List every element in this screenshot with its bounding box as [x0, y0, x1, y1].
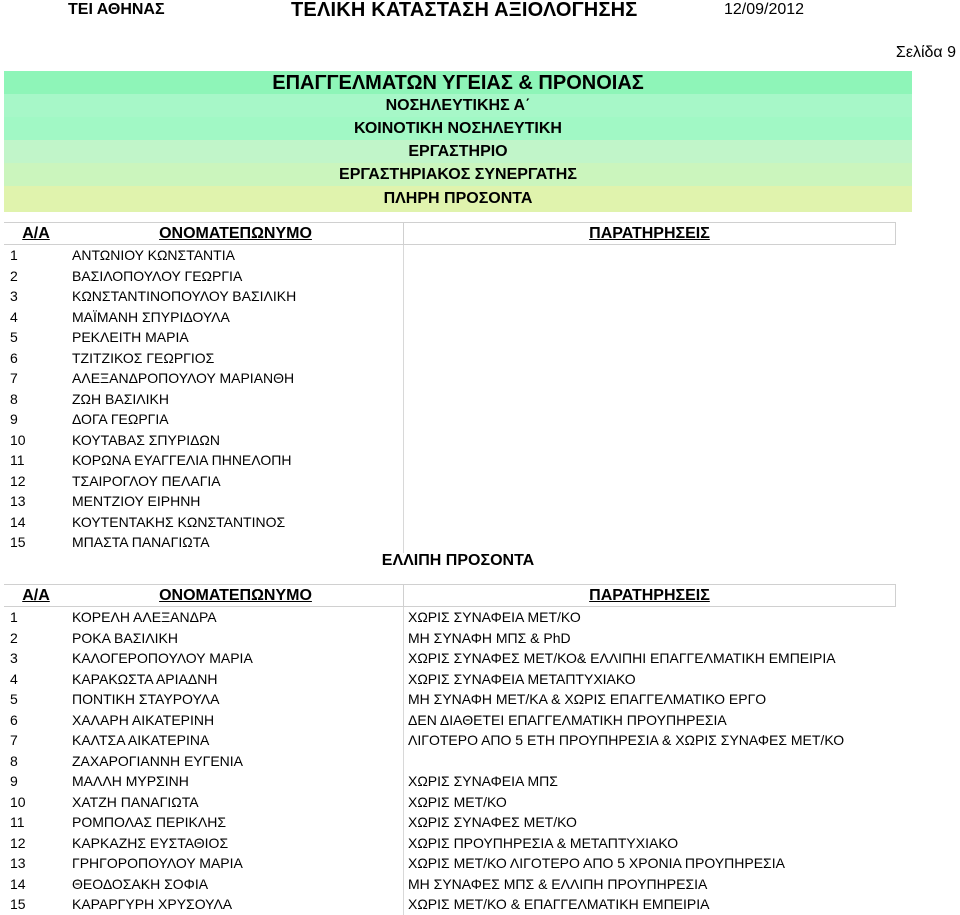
row-number: 8	[10, 752, 18, 769]
row-note: ΔΕΝ ΔΙΑΘΕΤΕΙ ΕΠΑΓΓΕΛΜΑΤΙΚΗ ΠΡΟΥΠΗΡΕΣΙΑ	[408, 711, 727, 728]
table-row	[4, 266, 896, 287]
band-position: ΕΡΓΑΣΤΗΡΙΑΚΟΣ ΣΥΝΕΡΓΑΤΗΣ	[4, 163, 912, 186]
row-number: 12	[10, 472, 26, 489]
table-row	[4, 894, 896, 915]
row-number: 8	[10, 390, 18, 407]
row-number: 3	[10, 650, 18, 667]
table-row	[4, 430, 896, 451]
row-note: ΧΩΡΙΣ ΣΥΝΑΦΕΙΑ ΜΕΤΑΠΤΥΧΙΑΚΟ	[408, 670, 636, 687]
table-row	[4, 450, 896, 471]
row-number: 10	[10, 793, 26, 810]
row-number: 7	[10, 370, 18, 387]
row-note: ΧΩΡΙΣ ΜΕΤ/ΚΟ ΛΙΓΟΤΕΡΟ ΑΠΟ 5 ΧΡΟΝΙΑ ΠΡΟΥΠΗΡΕΣΙΑ	[408, 855, 785, 872]
table-row	[4, 368, 896, 389]
table-row	[4, 771, 896, 792]
row-name: ΖΩΗ ΒΑΣΙΛΙΚΗ	[68, 389, 404, 410]
row-name: ΜΠΑΣΤΑ ΠΑΝΑΓΙΩΤΑ	[68, 532, 404, 553]
row-number: 11	[10, 452, 25, 469]
band-full-qualifications: ΠΛΗΡΗ ΠΡΟΣΟΝΤΑ	[4, 186, 912, 212]
row-note	[404, 491, 896, 512]
row-note	[404, 389, 896, 410]
report-date: 12/09/2012	[724, 1, 805, 18]
row-note: ΧΩΡΙΣ ΣΥΝΑΦΕΣ ΜΕΤ/ΚΟ& ΕΛΛΙΠΗΙ ΕΠΑΓΓΕΛΜΑΤΙΚΗ ΕΜΠΕΙΡΙΑ	[408, 650, 836, 667]
row-name: ΑΝΤΩΝΙΟΥ ΚΩΝΣΤΑΝΤΙΑ	[68, 245, 404, 266]
row-note: ΧΩΡΙΣ ΜΕΤ/ΚΟ & ΕΠΑΓΓΕΛΜΑΤΙΚΗ ΕΜΠΕΙΡΙΑ	[408, 896, 710, 913]
row-number: 13	[10, 855, 26, 872]
table-row	[4, 833, 896, 854]
incomplete-qualifications-title: ΕΛΛΙΠΗ ΠΡΟΣΟΝΤΑ	[381, 552, 535, 569]
row-name: ΚΩΝΣΤΑΝΤΙΝΟΠΟΥΛΟΥ ΒΑΣΙΛΙΚΗ	[68, 286, 404, 307]
row-number: 4	[10, 670, 18, 687]
row-note	[404, 751, 896, 772]
row-number: 2	[10, 267, 18, 284]
row-note	[404, 245, 896, 266]
table-row	[4, 532, 896, 553]
row-number: 11	[10, 814, 25, 831]
band-course-type: ΕΡΓΑΣΤΗΡΙΟ	[4, 140, 912, 163]
table-row	[4, 491, 896, 512]
table-row	[4, 792, 896, 813]
full-qualifications-table	[4, 222, 896, 553]
column-header-name: ΟΝΟΜΑΤΕΠΩΝΥΜΟ	[68, 585, 404, 607]
row-note	[404, 532, 896, 553]
row-number: 14	[10, 513, 26, 530]
table-row	[4, 607, 896, 628]
band-course: ΚΟΙΝΟΤΙΚΗ ΝΟΣΗΛΕΥΤΙΚΗ	[4, 117, 912, 140]
band-department: ΕΠΑΓΓΕΛΜΑΤΩΝ ΥΓΕΙΑΣ & ΠΡΟΝΟΙΑΣ	[4, 71, 912, 95]
table-row	[4, 512, 896, 533]
table-row	[4, 327, 896, 348]
row-note: ΜΗ ΣΥΝΑΦΗ ΜΠΣ & PhD	[408, 629, 571, 646]
row-name: ΚΑΡΚΑΖΗΣ ΕΥΣΤΑΘΙΟΣ	[68, 833, 404, 854]
row-number: 7	[10, 732, 18, 749]
column-header-notes: ΠΑΡΑΤΗΡΗΣΕΙΣ	[404, 585, 896, 607]
row-name: ΘΕΟΔΟΣΑΚΗ ΣΟΦΙΑ	[68, 874, 404, 895]
incomplete-qualifications-table	[4, 584, 896, 915]
row-name: ΜΑΪΜΑΝΗ ΣΠΥΡΙΔΟΥΛΑ	[68, 307, 404, 328]
row-note	[404, 512, 896, 533]
row-name: ΔΟΓΑ ΓΕΩΡΓΙΑ	[68, 409, 404, 430]
row-number: 3	[10, 288, 18, 305]
row-name: ΚΟΡΩΝΑ ΕΥΑΓΓΕΛΙΑ ΠΗΝΕΛΟΠΗ	[68, 450, 404, 471]
column-header-aa: Α/Α	[4, 585, 68, 607]
table-row	[4, 389, 896, 410]
table-row	[4, 409, 896, 430]
table-row	[4, 730, 896, 751]
row-number: 15	[10, 896, 26, 913]
row-name: ΡΕΚΛΕΙΤΗ ΜΑΡΙΑ	[68, 327, 404, 348]
row-name: ΖΑΧΑΡΟΓΙΑΝΝΗ ΕΥΓΕΝΙΑ	[68, 751, 404, 772]
row-note: ΛΙΓΟΤΕΡΟ ΑΠΟ 5 ΕΤΗ ΠΡΟΥΠΗΡΕΣΙΑ & ΧΩΡΙΣ ΣΥΝΑΦΕΣ ΜΕΤ/ΚΟ	[408, 732, 845, 749]
band-program: ΝΟΣΗΛΕΥΤΙΚΗΣ Α΄	[4, 94, 912, 117]
row-name: ΤΖΙΤΖΙΚΟΣ ΓΕΩΡΓΙΟΣ	[68, 348, 404, 369]
row-note	[404, 368, 896, 389]
table-row	[4, 669, 896, 690]
table-row	[4, 307, 896, 328]
table-row	[4, 751, 896, 772]
row-name: ΜΕΝΤΖΙΟΥ ΕΙΡΗΝΗ	[68, 491, 404, 512]
row-name: ΡΟΚΑ ΒΑΣΙΛΙΚΗ	[68, 628, 404, 649]
row-note	[404, 348, 896, 369]
row-name: ΤΣΑΙΡΟΓΛΟΥ ΠΕΛΑΓΙΑ	[68, 471, 404, 492]
row-note	[404, 286, 896, 307]
row-name: ΚΟΥΤΕΝΤΑΚΗΣ ΚΩΝΣΤΑΝΤΙΝΟΣ	[68, 512, 404, 533]
table-row	[4, 245, 896, 266]
report-title: ΤΕΛΙΚΗ ΚΑΤΑΣΤΑΣΗ ΑΞΙΟΛΟΓΗΣΗΣ	[291, 0, 638, 21]
table-row	[4, 710, 896, 731]
row-number: 4	[10, 308, 18, 325]
row-name: ΚΟΡΕΛΗ ΑΛΕΞΑΝΔΡΑ	[68, 607, 404, 628]
column-header-name: ΟΝΟΜΑΤΕΠΩΝΥΜΟ	[68, 223, 404, 245]
row-note: ΧΩΡΙΣ ΠΡΟΥΠΗΡΕΣΙΑ & ΜΕΤΑΠΤΥΧΙΑΚΟ	[408, 834, 679, 851]
row-number: 12	[10, 834, 26, 851]
row-note: ΜΗ ΣΥΝΑΦΗ ΜΕΤ/ΚΑ & ΧΩΡΙΣ ΕΠΑΓΓΕΛΜΑΤΙΚΟ ΕΡΓΟ	[408, 691, 767, 708]
row-number: 10	[10, 431, 26, 448]
row-name: ΚΑΡΑΡΓΥΡΗ ΧΡΥΣΟΥΛΑ	[68, 894, 404, 915]
column-header-aa: Α/Α	[4, 223, 68, 245]
row-number: 1	[10, 247, 18, 264]
row-number: 1	[10, 609, 18, 626]
row-number: 5	[10, 329, 18, 346]
row-note	[404, 430, 896, 451]
row-number: 6	[10, 349, 18, 366]
row-name: ΠΟΝΤΙΚΗ ΣΤΑΥΡΟΥΛΑ	[68, 689, 404, 710]
institution-name: ΤΕΙ ΑΘΗΝΑΣ	[68, 1, 165, 18]
row-note: ΧΩΡΙΣ ΣΥΝΑΦΕΙΑ ΜΕΤ/ΚΟ	[408, 609, 581, 626]
row-note	[404, 471, 896, 492]
row-name: ΒΑΣΙΛΟΠΟΥΛΟΥ ΓΕΩΡΓΙΑ	[68, 266, 404, 287]
row-note	[404, 327, 896, 348]
table-row	[4, 348, 896, 369]
report-header	[0, 0, 960, 22]
row-name: ΚΟΥΤΑΒΑΣ ΣΠΥΡΙΔΩΝ	[68, 430, 404, 451]
row-note: ΧΩΡΙΣ ΜΕΤ/ΚΟ	[408, 793, 507, 810]
table-header-row	[4, 223, 896, 245]
row-number: 6	[10, 711, 18, 728]
row-number: 13	[10, 493, 26, 510]
row-note	[404, 307, 896, 328]
row-name: ΧΑΤΖΗ ΠΑΝΑΓΙΩΤΑ	[68, 792, 404, 813]
row-note: ΧΩΡΙΣ ΣΥΝΑΦΕΙΑ ΜΠΣ	[408, 773, 558, 790]
table-header-row	[4, 585, 896, 607]
row-number: 5	[10, 691, 18, 708]
table-row	[4, 853, 896, 874]
row-number: 9	[10, 411, 18, 428]
row-name: ΚΑΛΟΓΕΡΟΠΟΥΛΟΥ ΜΑΡΙΑ	[68, 648, 404, 669]
column-header-notes: ΠΑΡΑΤΗΡΗΣΕΙΣ	[404, 223, 896, 245]
row-name: ΓΡΗΓΟΡΟΠΟΥΛΟΥ ΜΑΡΙΑ	[68, 853, 404, 874]
row-name: ΜΑΛΛΗ ΜΥΡΣΙΝΗ	[68, 771, 404, 792]
row-note: ΜΗ ΣΥΝΑΦΕΣ ΜΠΣ & ΕΛΛΙΠΗ ΠΡΟΥΠΗΡΕΣΙΑ	[408, 875, 708, 892]
table-row	[4, 874, 896, 895]
table-row	[4, 689, 896, 710]
table-row	[4, 812, 896, 833]
row-note	[404, 266, 896, 287]
table-row	[4, 471, 896, 492]
row-number: 14	[10, 875, 26, 892]
row-name: ΡΟΜΠΟΛΑΣ ΠΕΡΙΚΛΗΣ	[68, 812, 404, 833]
table-row	[4, 286, 896, 307]
row-number: 9	[10, 773, 18, 790]
table-row	[4, 628, 896, 649]
row-number: 15	[10, 534, 26, 551]
row-number: 2	[10, 629, 18, 646]
row-name: ΚΑΛΤΣΑ ΑΙΚΑΤΕΡΙΝΑ	[68, 730, 404, 751]
row-name: ΑΛΕΞΑΝΔΡΟΠΟΥΛΟΥ ΜΑΡΙΑΝΘΗ	[68, 368, 404, 389]
row-name: ΧΑΛΑΡΗ ΑΙΚΑΤΕΡΙΝΗ	[68, 710, 404, 731]
row-name: ΚΑΡΑΚΩΣΤΑ ΑΡΙΑΔΝΗ	[68, 669, 404, 690]
row-note: ΧΩΡΙΣ ΣΥΝΑΦΕΣ ΜΕΤ/ΚΟ	[408, 814, 577, 831]
table-row	[4, 648, 896, 669]
row-note	[404, 450, 896, 471]
page-number: Σελίδα 9	[895, 44, 956, 61]
row-note	[404, 409, 896, 430]
